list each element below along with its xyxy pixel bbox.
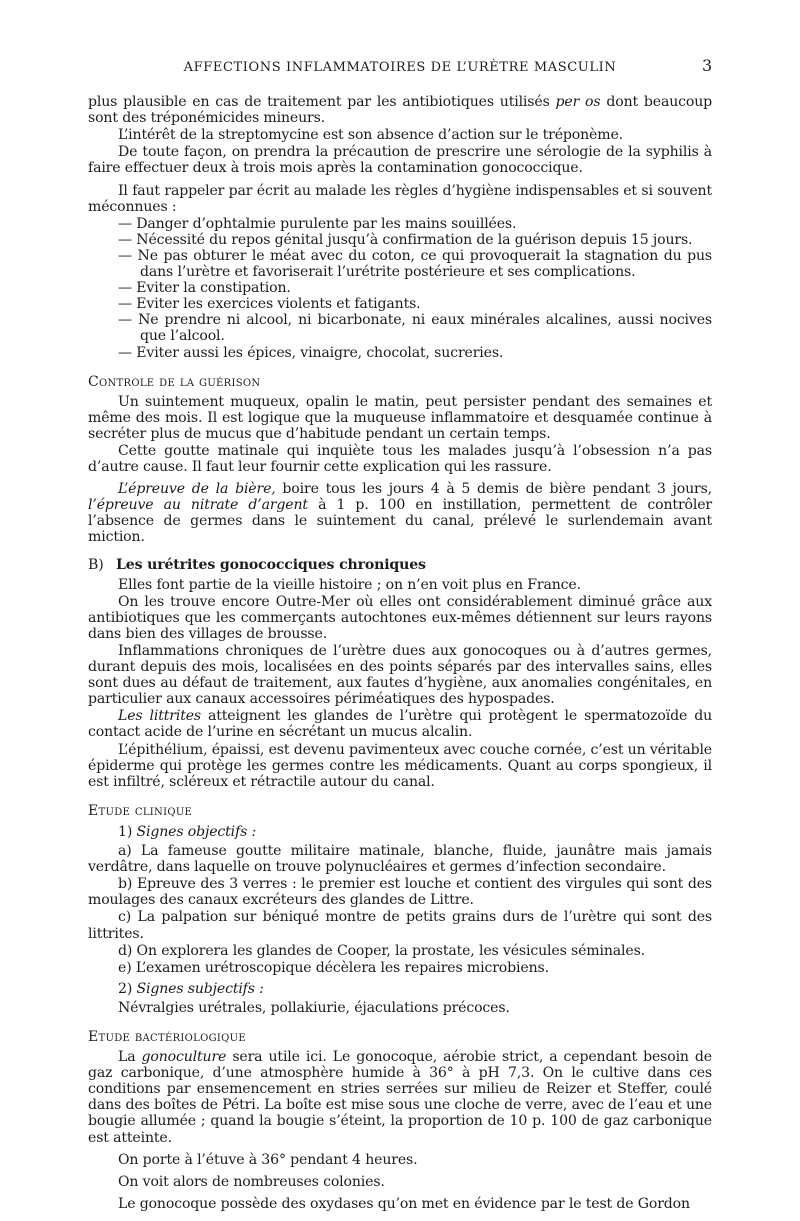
- page-number: 3: [701, 56, 712, 75]
- paragraph: Cette goutte matinale qui inquiète tous les malades jusqu’à l’obsession n’a pas d’autre cause. Il faut leur fournir cette explication qui les rassure.: [88, 442, 712, 476]
- section-heading-controle: Controle de la guérison: [88, 373, 261, 390]
- paragraph: Inflammations chroniques de l’urètre dues aux gonocoques ou à d’autres germes, durant depuis des mois, localisées en des points séparés par des intervalles sains, elles sont dues au défaut de traitement, aux fautes d’hygiène, aux anomalies congénitales, en particulier aux canaux accessoires périméatiques des hypospades.: [88, 643, 712, 708]
- list-item: — Ne pas obturer le méat avec du coton, ce qui provoquerait la stagnation du pus dans l’urètre et favoriserait l’urétrite postérieure et ses complications.: [88, 248, 712, 280]
- signes-objectifs-title: 1) Signes objectifs :: [118, 823, 257, 840]
- paragraph: L’épreuve de la bière, boire tous les jours 4 à 5 demis de bière pendant 3 jours, l’épreuve au nitrate d’argent à 1 p. 100 en instillation, permettent de contrôler l’absence de germes dans le suintement du canal, prélevé le surlendemain avant miction.: [88, 481, 712, 546]
- paragraph: Les littrites atteignent les glandes de l’urètre qui protègent le spermatozoïde du contact acide de l’urine en sécrétant un mucus alcalin.: [88, 708, 712, 741]
- paragraph: On les trouve encore Outre-Mer où elles ont considérablement diminué grâce aux antibiotiques que les commerçants autochtones eux-mêmes détiennent sur leurs rayons dans bien des villages de brousse.: [88, 593, 712, 642]
- paragraph: d) On explorera les glandes de Cooper, la prostate, les vésicules séminales.: [118, 942, 645, 959]
- hygiene-rules-list: [88, 216, 712, 361]
- signes-subjectifs-title: 2) Signes subjectifs :: [118, 980, 264, 997]
- paragraph: Névralgies urétrales, pollakiurie, éjaculations précoces.: [118, 999, 510, 1016]
- section-title: Les urétrites gonococciques chroniques: [116, 556, 426, 573]
- paragraph: L’épithélium, épaissi, est devenu pavimenteux avec couche cornée, c’est un véritable épiderme qui protège les germes contre les médicaments. Quant au corps spongieux, il est infiltré, scléreux et rétractile autour du canal.: [88, 741, 713, 790]
- paragraph: Il faut rappeler par écrit au malade les règles d’hygiène indispensables et si souvent méconnues :: [88, 182, 712, 215]
- list-item: — Danger d’ophtalmie purulente par les mains souillées.: [88, 216, 712, 232]
- paragraph: On porte à l’étuve à 36° pendant 4 heures.: [118, 1151, 418, 1168]
- paragraph: Le gonocoque possède des oxydases qu’on met en évidence par le test de Gordon: [118, 1195, 690, 1212]
- paragraph: De toute façon, on prendra la précaution de prescrire une sérologie de la syphilis à faire effectuer deux à trois mois après la contamination gonococcique.: [88, 144, 712, 177]
- list-item: — Eviter les exercices violents et fatigants.: [88, 296, 712, 312]
- section-label: B): [88, 556, 104, 573]
- paragraph: La gonoculture sera utile ici. Le gonocoque, aérobie strict, a cependant besoin de gaz carbonique, d’une atmosphère humide à 36° à pH 7,3. On le cultive dans ces conditions par ensemencement en stries serrées sur milieu de Reizer et Steffer, coulé dans des boîtes de Pétri. La boîte est mise sous une cloche de verre, avec de l’eau et une bougie allumée ; quand la bougie s’éteint, la proportion de 10 p. 100 de gaz carbonique est atteinte.: [88, 1049, 712, 1146]
- list-item: — Nécessité du repos génital jusqu’à confirmation de la guérison depuis 15 jours.: [88, 232, 712, 248]
- paragraph: b) Epreuve des 3 verres : le premier est louche et contient des virgules qui sont des moulages des canaux excréteurs des glandes de Littre.: [88, 876, 712, 909]
- list-item: — Ne prendre ni alcool, ni bicarbonate, ni eaux minérales alcalines, aussi nocives que l’alcool.: [88, 312, 712, 344]
- paragraph: plus plausible en cas de traitement par les antibiotiques utilisés per os dont beaucoup sont des tréponémicides mineurs.: [88, 94, 712, 127]
- list-item: — Eviter la constipation.: [88, 280, 712, 296]
- list-item: — Eviter aussi les épices, vinaigre, chocolat, sucreries.: [88, 345, 712, 361]
- paragraph: L’intérêt de la streptomycine est son absence d’action sur le tréponème.: [118, 127, 623, 144]
- section-heading-etude-bacterio: Etude bactériologique: [88, 1028, 246, 1045]
- subsection-heading-chroniques: [88, 557, 712, 573]
- paragraph: a) La fameuse goutte militaire matinale, blanche, fluide, jaunâtre mais jamais verdâtre, dans laquelle on trouve polynucléaires et germes d’infection secondaire.: [88, 843, 712, 876]
- running-title: AFFECTIONS INFLAMMATOIRES DE L’URÈTRE MASCULIN: [183, 60, 617, 75]
- page-header: [88, 58, 712, 76]
- section-heading-etude-clinique: Etude clinique: [88, 802, 193, 819]
- paragraph: On voit alors de nombreuses colonies.: [118, 1173, 385, 1190]
- paragraph: Elles font partie de la vieille histoire ; on n’en voit plus en France.: [118, 576, 581, 593]
- paragraph: Un suintement muqueux, opalin le matin, peut persister pendant des semaines et même des mois. Il est logique que la muqueuse inflammatoire et desquamée continue à secréter plus de mucus que d’habitude pendant un certain temps.: [88, 393, 712, 442]
- paragraph: e) L’examen urétroscopique décèlera les repaires microbiens.: [118, 959, 549, 976]
- paragraph: c) La palpation sur béniqué montre de petits grains durs de l’urètre qui sont des littrites.: [88, 909, 712, 942]
